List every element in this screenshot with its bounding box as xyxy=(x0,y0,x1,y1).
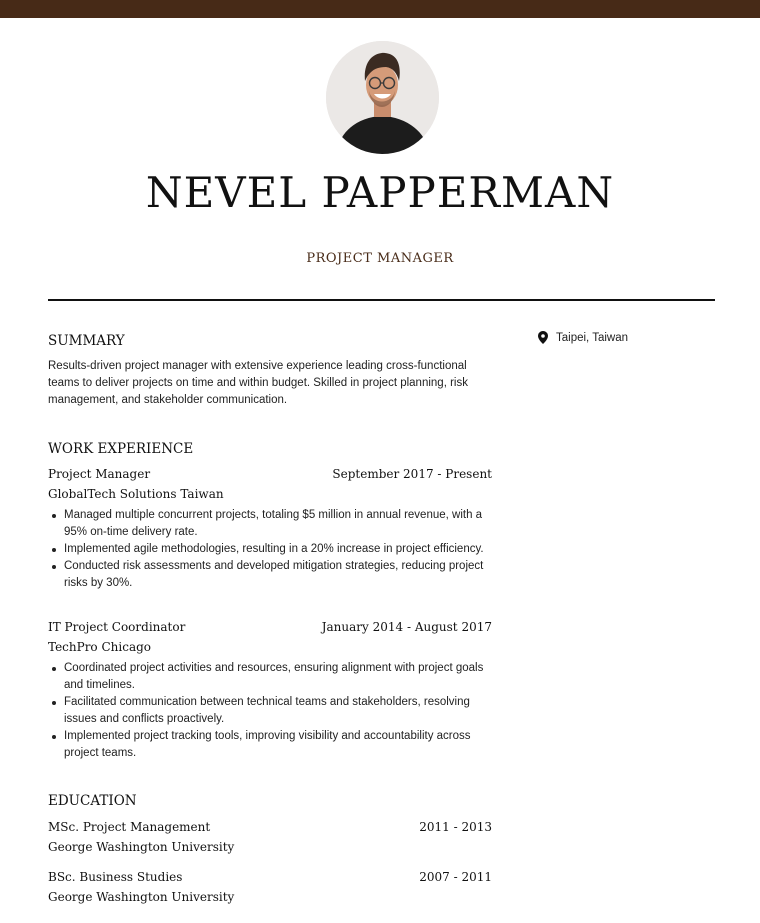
header-divider xyxy=(48,299,715,301)
summary-heading: SUMMARY xyxy=(48,333,125,349)
job-dates: September 2017 - Present xyxy=(332,467,492,481)
education-header xyxy=(48,870,492,884)
map-pin-icon xyxy=(538,331,548,344)
job-bullet: Facilitated communication between technical teams and stakeholders, resolving issues and conflicts proactively. xyxy=(48,694,498,728)
candidate-name: NEVEL PAPPERMAN xyxy=(145,168,615,217)
job-bullet: Implemented project tracking tools, improving visibility and accountability across project teams. xyxy=(48,728,498,762)
job-company: GlobalTech Solutions Taiwan xyxy=(48,487,224,501)
job-bullet: Conducted risk assessments and developed mitigation strategies, reducing project risks by 30%. xyxy=(48,558,498,592)
job-header xyxy=(48,620,492,634)
job-company: TechPro Chicago xyxy=(48,640,152,654)
job-title: PROJECT MANAGER xyxy=(306,251,454,266)
education-degree: BSc. Business Studies xyxy=(48,870,183,884)
avatar xyxy=(326,41,439,154)
work-experience-heading: WORK EXPERIENCE xyxy=(48,441,194,457)
education-heading: EDUCATION xyxy=(48,793,137,809)
education-school: George Washington University xyxy=(48,890,235,904)
education-header xyxy=(48,820,492,834)
job-role: IT Project Coordinator xyxy=(48,620,186,634)
education-degree: MSc. Project Management xyxy=(48,820,211,834)
job-bullet: Coordinated project activities and resources, ensuring alignment with project goals and timelines. xyxy=(48,660,498,694)
job-bullets xyxy=(48,507,498,592)
job-dates: January 2014 - August 2017 xyxy=(321,620,492,634)
job-role: Project Manager xyxy=(48,467,151,481)
job-header xyxy=(48,467,492,481)
job-bullets xyxy=(48,660,498,762)
top-accent-bar xyxy=(0,0,760,18)
job-bullet: Implemented agile methodologies, resulting in a 20% increase in project efficiency. xyxy=(48,541,498,558)
profile-photo xyxy=(326,41,439,154)
location xyxy=(538,331,628,344)
education-school: George Washington University xyxy=(48,840,235,854)
education-dates: 2007 - 2011 xyxy=(419,870,492,884)
education-dates: 2011 - 2013 xyxy=(419,820,492,834)
summary-text: Results-driven project manager with extensive experience leading cross-functional teams to deliver projects on time and within budget. Skilled in project planning, risk management, and stakeholder communication. xyxy=(48,360,468,406)
job-bullet: Managed multiple concurrent projects, totaling $5 million in annual revenue, with a 95% on-time delivery rate. xyxy=(48,507,498,541)
location-text: Taipei, Taiwan xyxy=(556,331,629,344)
